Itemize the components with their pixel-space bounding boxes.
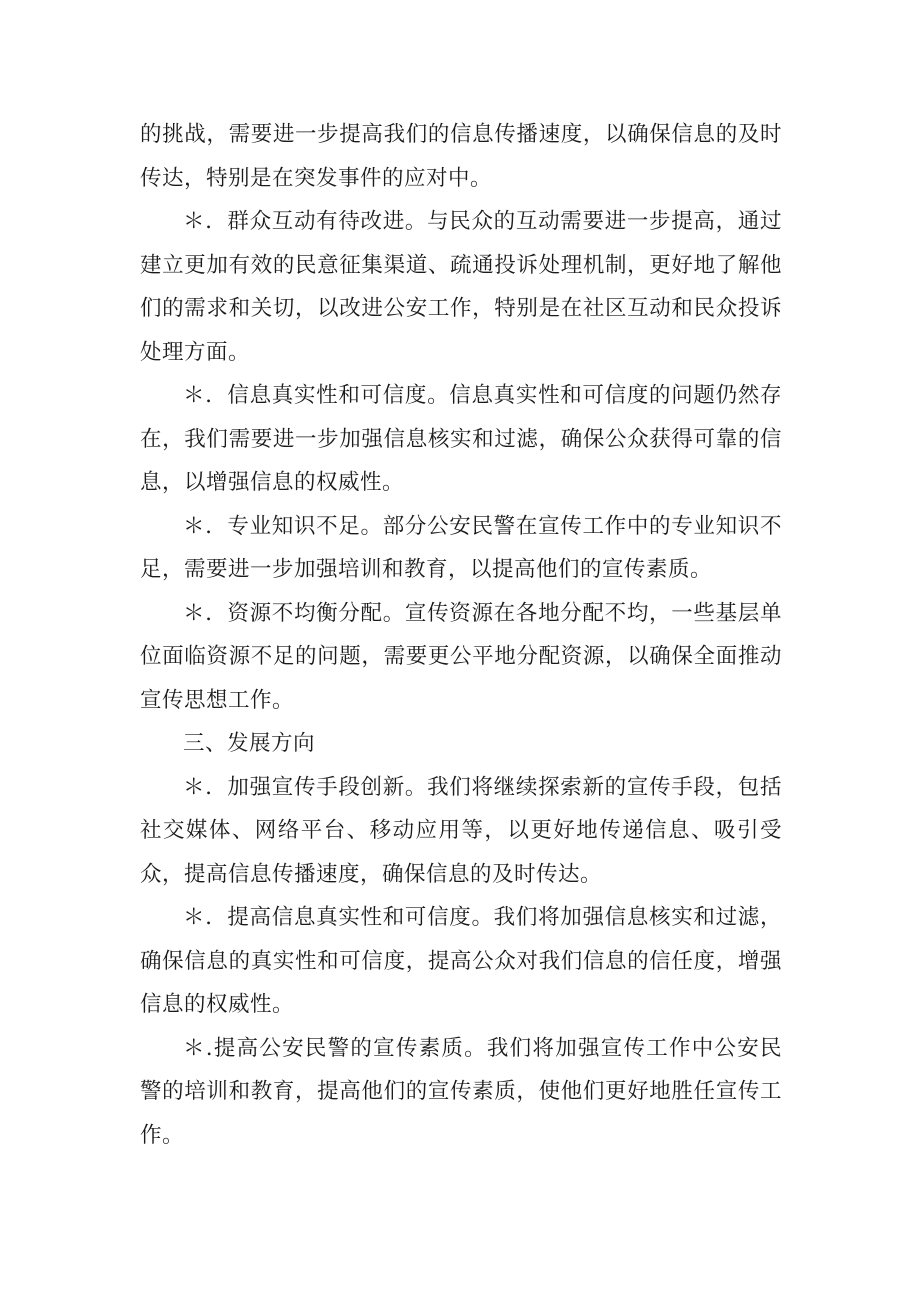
section-heading: 三、发展方向 [183, 731, 316, 756]
paragraph-improve-quality: ＊.提高公安民警的宣传素质。我们将加强宣传工作中公安民警的培训和教育，提高他们的宣传素质，使他们更好地胜任宣传工作。 [140, 1035, 782, 1148]
paragraph-information-credibility: ＊．信息真实性和可信度。信息真实性和可信度的问题仍然存在，我们需要进一步加强信息核实和过滤，确保公众获得可靠的信息，以增强信息的权威性。 [140, 383, 782, 495]
paragraph-public-interaction: ＊．群众互动有待改进。与民众的互动需要进一步提高，通过建立更加有效的民意征集渠道、疏通投诉处理机制，更好地了解他们的需求和关切，以改进公安工作，特别是在社区互动和民众投诉处理方面。 [140, 209, 782, 365]
document-body [140, 113, 782, 1157]
paragraph-resource-allocation: ＊．资源不均衡分配。宣传资源在各地分配不均，一些基层单位面临资源不足的问题，需要更公平地分配资源，以确保全面推动宣传思想工作。 [140, 600, 782, 713]
paragraph-innovation: ＊．加强宣传手段创新。我们将继续探索新的宣传手段，包括社交媒体、网络平台、移动应用等，以更好地传递信息、吸引受众，提高信息传播速度，确保信息的及时传达。 [140, 774, 782, 887]
paragraph-professional-knowledge: ＊．专业知识不足。部分公安民警在宣传工作中的专业知识不足，需要进一步加强培训和教育，以提高他们的宣传素质。 [140, 513, 782, 582]
paragraph-improve-credibility: ＊．提高信息真实性和可信度。我们将加强信息核实和过滤，确保信息的真实性和可信度，提高公众对我们信息的信任度，增强信息的权威性。 [140, 905, 782, 1017]
paragraph-continued: 的挑战，需要进一步提高我们的信息传播速度，以确保信息的及时传达，特别是在突发事件的应对中。 [140, 122, 782, 191]
